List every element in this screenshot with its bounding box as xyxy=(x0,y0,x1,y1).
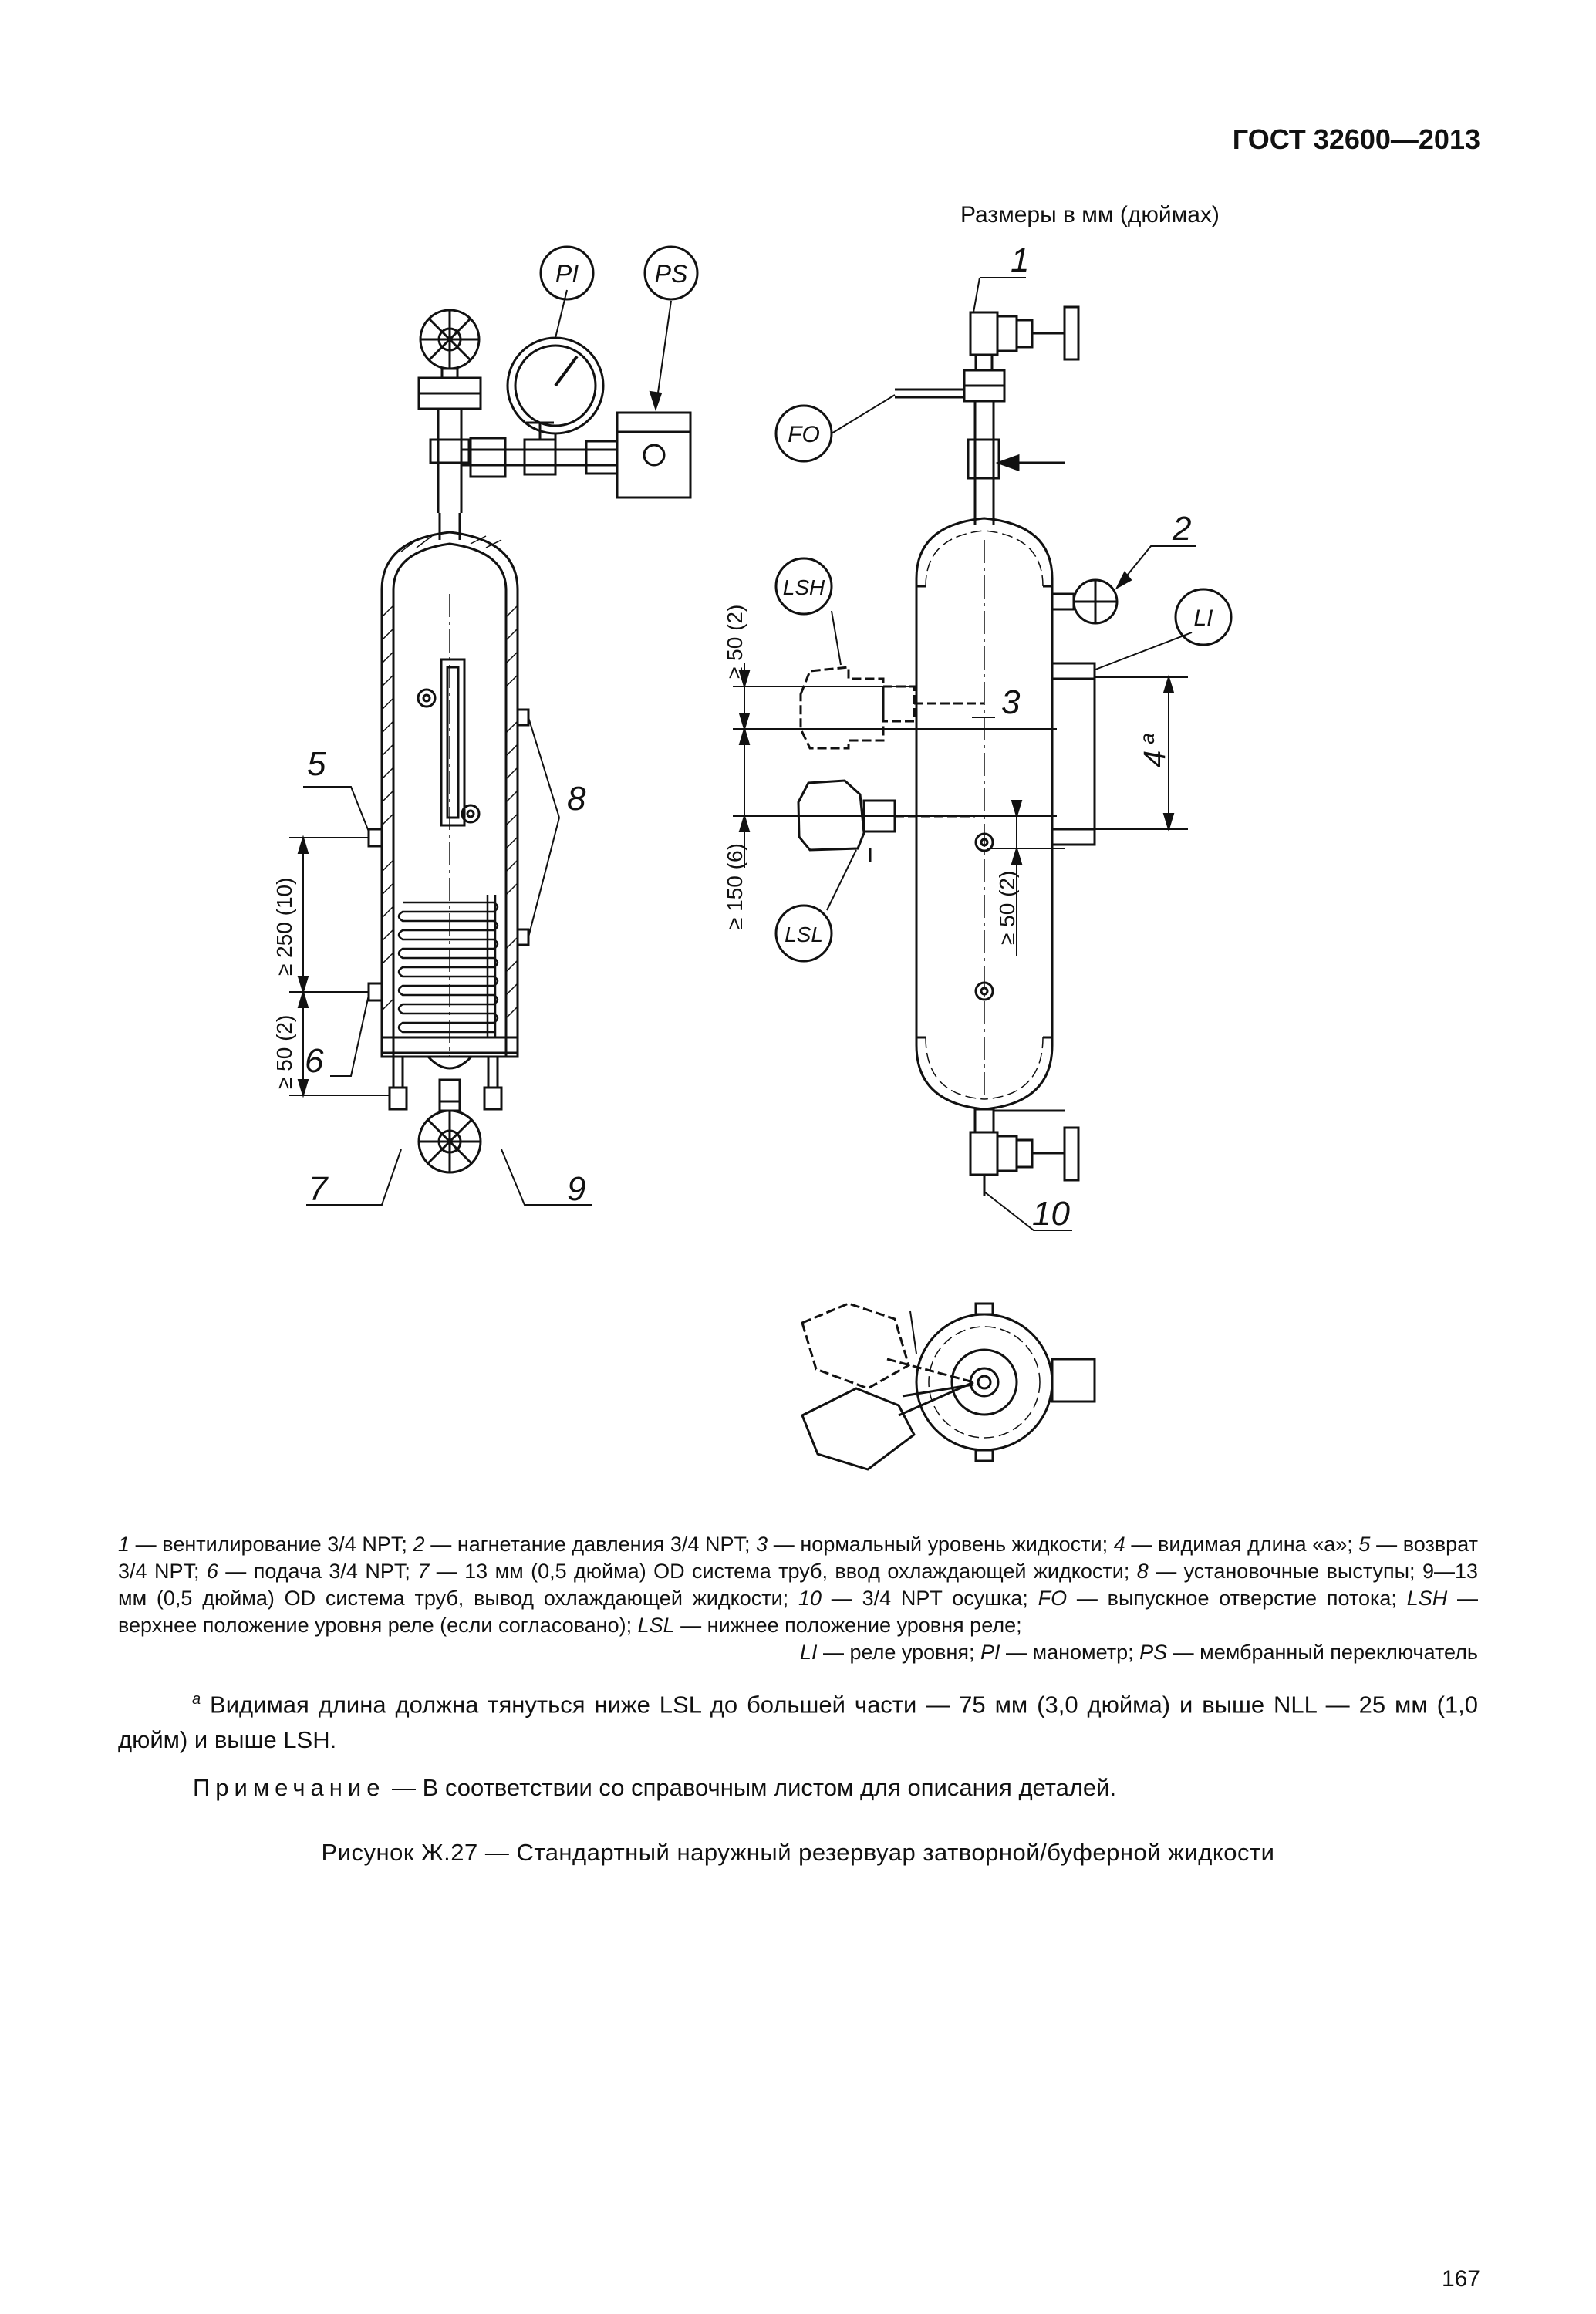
top-plan-view xyxy=(802,1304,1095,1469)
page-header: ГОСТ 32600—2013 xyxy=(1232,123,1480,155)
pressure-switch xyxy=(617,413,690,498)
footnote xyxy=(118,1682,1478,1758)
dim-50-2-left: ≥ 50 (2) xyxy=(272,1014,296,1089)
legend-item-pi-key: PI xyxy=(980,1641,1000,1664)
right-vessel-view xyxy=(723,278,1231,1230)
legend-item-3-text: — нормальный уровень жидкости; xyxy=(768,1533,1114,1556)
legend-item-lsh-key: LSH xyxy=(1406,1587,1448,1610)
legend-item-ps-key: PS xyxy=(1139,1641,1168,1664)
note-text: — В соответствии со справочным листом для описания деталей. xyxy=(385,1774,1117,1801)
left-vessel-body xyxy=(369,532,528,1109)
legend-items-tail xyxy=(118,1639,1478,1666)
note xyxy=(193,1774,1116,1802)
left-vessel-view xyxy=(272,247,697,1205)
cooling-coil xyxy=(399,895,498,1037)
footnote-marker: a xyxy=(192,1691,201,1708)
dim-150-6: ≥ 150 (6) xyxy=(723,843,747,929)
dimensions-note: Размеры в мм (дюймах) xyxy=(960,202,1220,228)
figure-legend xyxy=(118,1531,1478,1666)
legend-item-li-text: — реле уровня; xyxy=(817,1641,981,1664)
legend-item-8-text: — установочные выступы; xyxy=(1148,1560,1422,1583)
legend-item-ps-text: — мембранный переключатель xyxy=(1167,1641,1478,1664)
legend-item-2-text: — нагнетание давления 3/4 NPT; xyxy=(424,1533,757,1556)
legend-item-lsh-text: — верхнее положение уровня реле (если согласовано); xyxy=(118,1587,1479,1637)
legend-item-4-key: 4 xyxy=(1113,1533,1125,1556)
legend-item-fo-key: FO xyxy=(1038,1587,1068,1610)
vent-valve xyxy=(964,307,1078,401)
figure-caption: Рисунок Ж.27 — Стандартный наружный резервуар затворной/буферной жидкости xyxy=(321,1839,1275,1866)
legend-item-9: 9—13 мм (0,5 дюйма) OD система труб, вывод охлаждающей жидкости; xyxy=(118,1560,1478,1610)
lsh-switch xyxy=(801,667,984,748)
legend-item-10-text: — 3/4 NPT осушка; xyxy=(822,1587,1038,1610)
tag-li: LI xyxy=(1193,605,1213,631)
legend-item-3-key: 3 xyxy=(756,1533,768,1556)
callout-7: 7 xyxy=(309,1170,328,1208)
legend-item-li-key: LI xyxy=(799,1641,818,1664)
callout-2: 2 xyxy=(1173,510,1192,548)
drain-valve xyxy=(970,1128,1078,1196)
legend-item-6-text: — подача 3/4 NPT; xyxy=(218,1560,418,1583)
legend-item-8-key: 8 xyxy=(1136,1560,1149,1583)
legend-item-5-key: 5 xyxy=(1358,1533,1371,1556)
legend-item-6-key: 6 xyxy=(206,1560,218,1583)
bottom-handwheel-valve xyxy=(419,1101,481,1172)
legend-item-5-text: — возврат 3/4 NPT; xyxy=(118,1533,1478,1583)
callout-9: 9 xyxy=(567,1170,586,1208)
footnote-text: Видимая длина должна тянуться ниже LSL до большей части — 75 мм (3,0 дюйма) и выше NLL — 25 мм (1,0 дюйм) и выше LSH. xyxy=(118,1691,1478,1754)
tag-lsh: LSH xyxy=(782,575,825,599)
dim-50-2-right: ≥ 50 (2) xyxy=(995,870,1019,945)
legend-item-pi-text: — манометр; xyxy=(1000,1641,1140,1664)
legend-item-7-text: — 13 мм (0,5 дюйма) OD система труб, ввод охлаждающей жидкости; xyxy=(429,1560,1137,1583)
callout-10: 10 xyxy=(1032,1195,1070,1233)
legend-item-10-key: 10 xyxy=(798,1587,822,1610)
page-number: 167 xyxy=(1441,2266,1480,2292)
right-vessel-body xyxy=(798,518,1117,1132)
tag-pi: PI xyxy=(555,260,579,288)
legend-item-fo-text: — выпускное отверстие потока; xyxy=(1067,1587,1407,1610)
tag-fo: FO xyxy=(788,422,820,447)
dim-50-2-top: ≥ 50 (2) xyxy=(723,604,747,679)
callout-8: 8 xyxy=(567,780,586,818)
legend-item-7-key: 7 xyxy=(417,1560,430,1583)
legend-item-1-text: — вентилирование 3/4 NPT; xyxy=(130,1533,413,1556)
callout-5: 5 xyxy=(307,745,326,783)
legend-item-lsl-key: LSL xyxy=(637,1614,675,1637)
callout-3: 3 xyxy=(1001,683,1021,721)
callout-6: 6 xyxy=(305,1042,324,1080)
tag-ps: PS xyxy=(654,260,688,288)
legend-item-1-key: 1 xyxy=(118,1533,130,1556)
dim-250-10: ≥ 250 (10) xyxy=(272,877,296,976)
dim-4a: 4$^a$ xyxy=(1135,733,1172,767)
legend-item-4-text: — видимая длина «a»; xyxy=(1125,1533,1359,1556)
legend-item-2-key: 2 xyxy=(413,1533,425,1556)
top-handwheel-valve xyxy=(419,310,481,440)
lsl-switch xyxy=(798,781,975,862)
callout-1: 1 xyxy=(1011,241,1030,279)
pressure-gauge xyxy=(508,338,603,440)
tag-lsl: LSL xyxy=(785,923,823,946)
note-label: Примечание xyxy=(193,1774,386,1801)
legend-items xyxy=(118,1531,1478,1639)
legend-item-lsl-text: — нижнее положение уровня реле; xyxy=(674,1614,1022,1637)
